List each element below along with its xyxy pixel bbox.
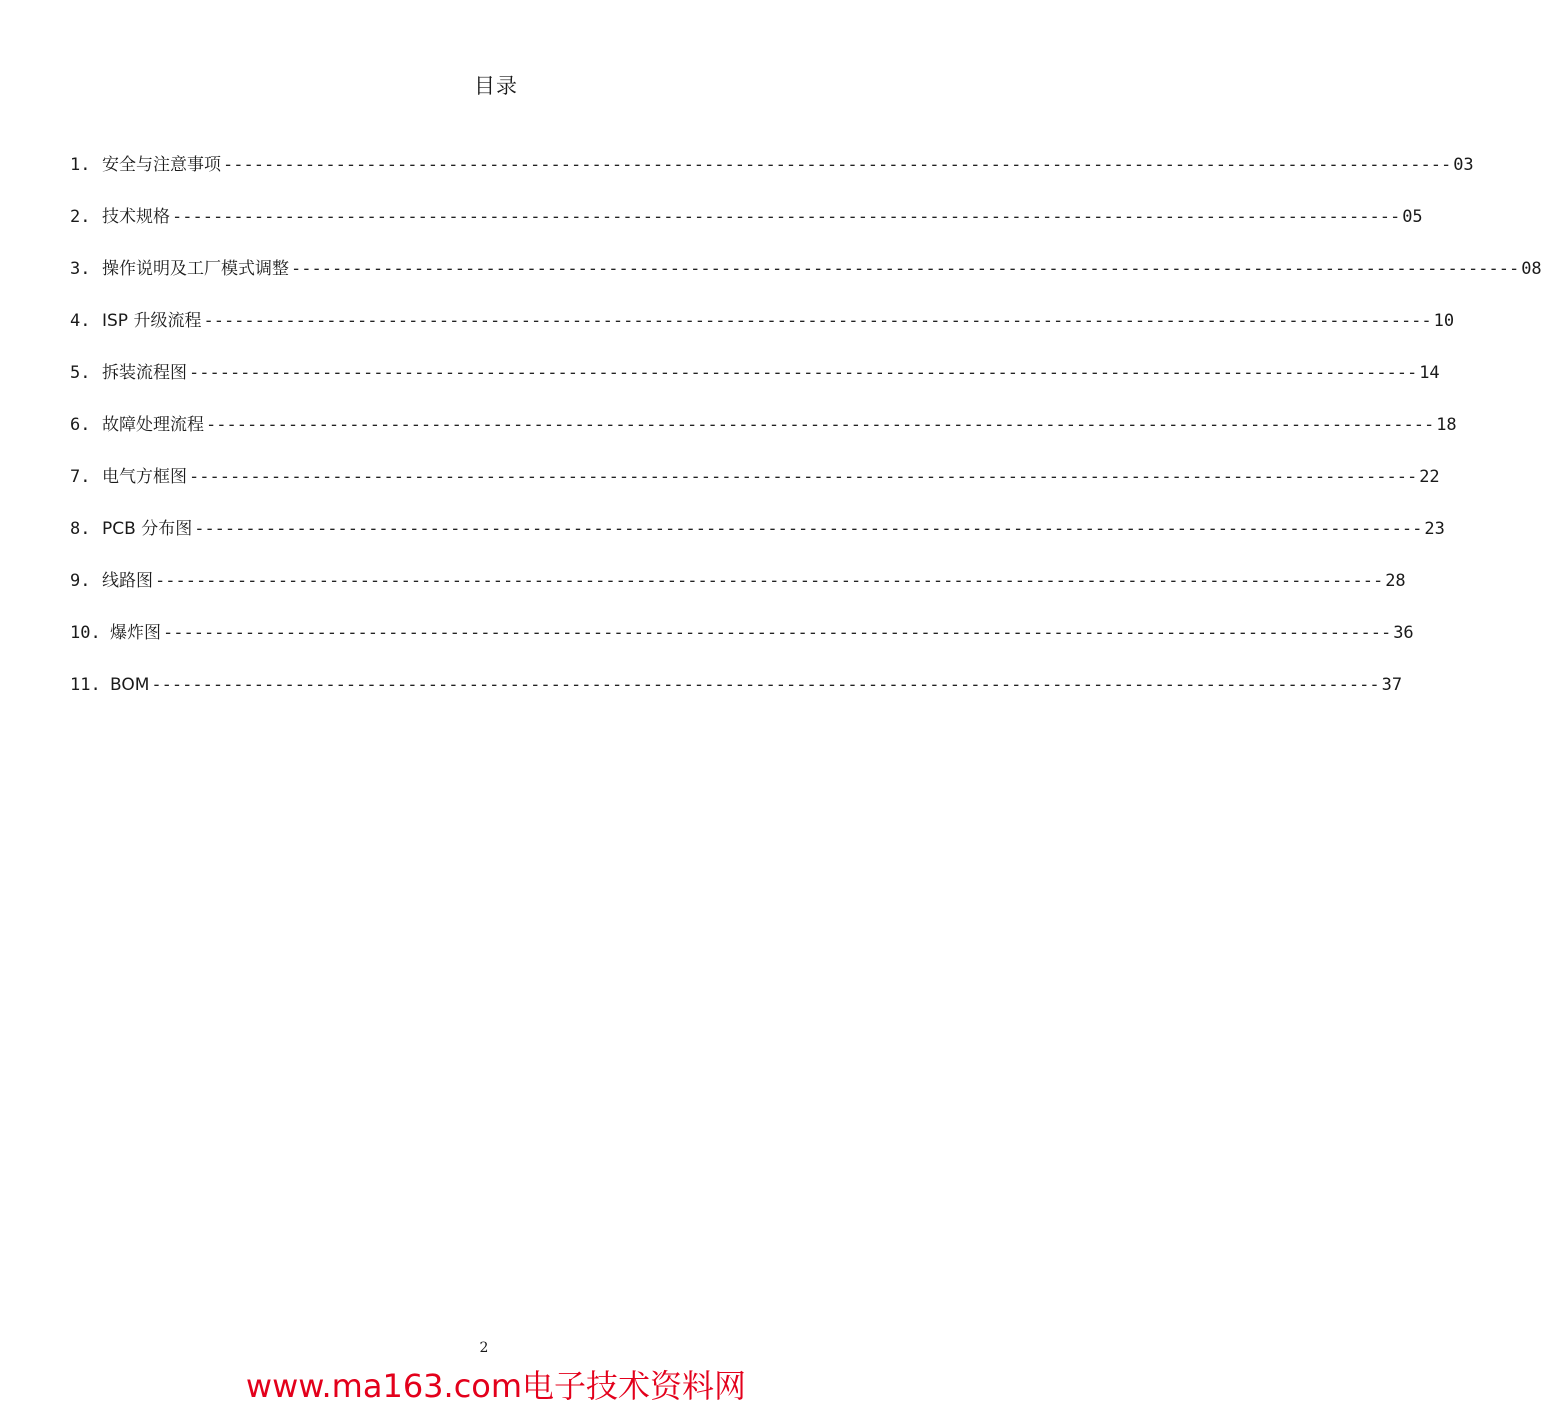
toc-leader-dashes: ------------------------------------------------------------------------------------------------------------------------ [163,623,1392,643]
toc-entry-number: 5. [70,363,91,383]
toc-leader-dashes: ------------------------------------------------------------------------------------------------------------------------ [206,415,1435,435]
toc-entry-page: 23 [1424,519,1445,539]
toc-entry-label: 安全与注意事项 [102,155,221,175]
toc-entry-number: 4. [70,311,91,331]
toc-entry-label: 技术规格 [102,207,170,227]
toc-leader-dashes: ------------------------------------------------------------------------------------------------------------------------ [155,571,1384,591]
table-of-contents [70,152,1542,724]
toc-leader-dashes: ------------------------------------------------------------------------------------------------------------------------ [194,519,1423,539]
toc-entry-number: 3. [70,259,91,279]
toc-entry[interactable] [70,568,1406,620]
toc-leader-dashes: ------------------------------------------------------------------------------------------------------------------------ [291,259,1520,279]
toc-entry-number: 9. [70,571,91,591]
toc-entry-page: 08 [1521,259,1542,279]
toc-entry-label: 电气方框图 [102,467,187,487]
toc-entry-label: 操作说明及工厂模式调整 [102,259,289,279]
toc-entry-label: ISP 升级流程 [102,311,202,331]
toc-entry-page: 03 [1453,155,1474,175]
toc-entry-label: 故障处理流程 [102,415,204,435]
toc-entry-page: 37 [1381,675,1403,695]
toc-entry-label: 线路图 [102,571,153,591]
toc-entry-page: 18 [1436,415,1457,435]
toc-leader-dashes: ------------------------------------------------------------------------------------------------------------------------ [203,311,1432,331]
toc-entry-label: BOM [110,675,150,695]
toc-leader-dashes: ------------------------------------------------------------------------------------------------------------------------ [151,675,1380,695]
toc-leader-dashes: ------------------------------------------------------------------------------------------------------------------------ [189,363,1418,383]
toc-entry-page: 14 [1419,363,1440,383]
toc-entry-number: 7. [70,467,91,487]
toc-entry[interactable] [70,256,1542,308]
toc-entry-page: 28 [1385,571,1406,591]
toc-entry[interactable] [70,464,1440,516]
toc-entry-label: 拆装流程图 [102,363,187,383]
toc-entry-page: 36 [1393,623,1414,643]
toc-entry-number: 10. [70,623,101,643]
toc-entry-number: 11. [70,675,101,695]
page-number: 2 [479,1340,489,1356]
toc-leader-dashes: ------------------------------------------------------------------------------------------------------------------------ [223,155,1452,175]
toc-leader-dashes: ------------------------------------------------------------------------------------------------------------------------ [189,467,1418,487]
toc-entry[interactable] [70,204,1423,256]
toc-entry[interactable] [70,672,1403,724]
toc-leader-dashes: ------------------------------------------------------------------------------------------------------------------------ [172,207,1401,227]
toc-entry-label: PCB 分布图 [102,519,193,539]
toc-entry-label: 爆炸图 [110,623,161,643]
toc-entry[interactable] [70,152,1474,204]
toc-entry-number: 6. [70,415,91,435]
toc-entry-number: 2. [70,207,91,227]
toc-entry[interactable] [70,516,1445,568]
watermark: www.ma163.com电子技术资料网 [245,1367,747,1405]
toc-entry[interactable] [70,308,1455,360]
toc-entry-page: 05 [1402,207,1423,227]
toc-entry-page: 10 [1433,311,1455,331]
toc-entry-page: 22 [1419,467,1440,487]
toc-entry[interactable] [70,360,1440,412]
toc-entry[interactable] [70,620,1414,672]
toc-entry[interactable] [70,412,1457,464]
toc-entry-number: 1. [70,155,91,175]
toc-entry-number: 8. [70,519,91,539]
page-title: 目录 [474,74,518,98]
